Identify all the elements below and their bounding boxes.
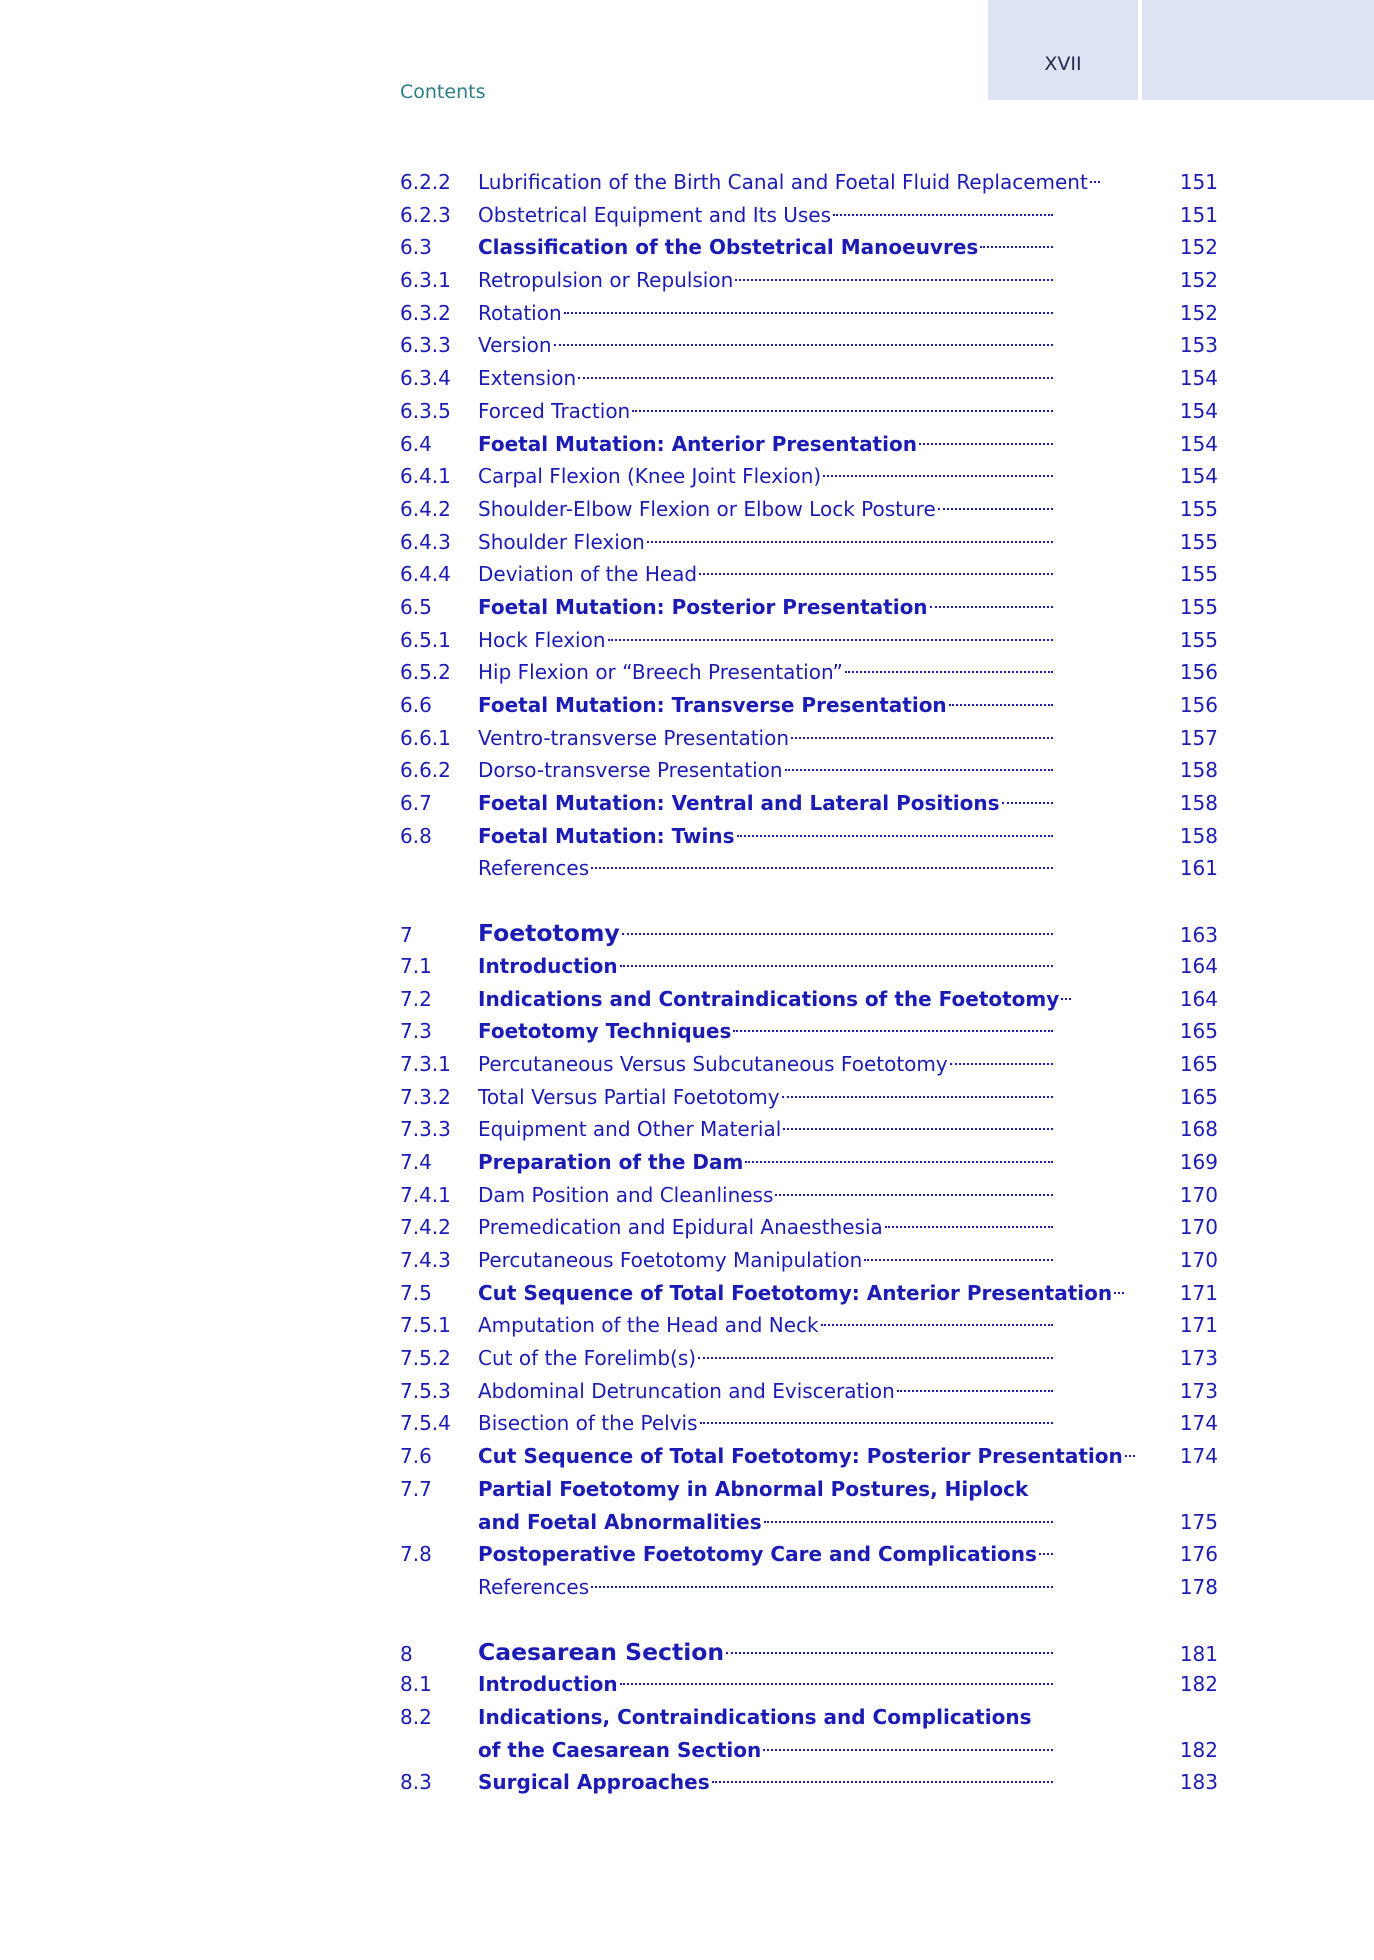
- toc-entry-number: 7.5.2: [400, 1346, 451, 1371]
- toc-entry-leader: [478, 1474, 1053, 1504]
- toc-entry[interactable]: [400, 1441, 1220, 1474]
- toc-entry-number: 6.3: [400, 235, 432, 260]
- toc-entry-leader: [478, 1539, 1053, 1569]
- toc-entry-leader: [478, 167, 1088, 197]
- toc-entry-page: 173: [1179, 1378, 1218, 1403]
- dot-leader: [1125, 1455, 1135, 1457]
- toc-entry[interactable]: [400, 984, 1220, 1017]
- toc-entry[interactable]: [400, 592, 1220, 625]
- dot-leader: [1002, 802, 1053, 804]
- toc-entry-page: 155: [1179, 627, 1218, 652]
- dot-leader: [632, 410, 1053, 412]
- toc-entry[interactable]: [400, 1278, 1220, 1311]
- toc-entry[interactable]: [400, 232, 1220, 265]
- toc-entry-title: Total Versus Partial Foetotomy: [478, 1084, 780, 1109]
- toc-entry-number: 7.4.2: [400, 1215, 451, 1240]
- toc-entry-title: Percutaneous Versus Subcutaneous Foetotomy: [478, 1051, 948, 1076]
- toc-entry-title: Foetal Mutation: Anterior Presentation: [478, 431, 917, 456]
- toc-entry-page: 176: [1179, 1542, 1218, 1567]
- toc-entry[interactable]: [400, 723, 1220, 756]
- toc-entry-title: Version: [478, 333, 552, 358]
- toc-entry-page: 154: [1179, 431, 1218, 456]
- toc-entry[interactable]: [400, 1082, 1220, 1115]
- toc-entry[interactable]: [400, 853, 1220, 886]
- toc-entry-page: 155: [1179, 496, 1218, 521]
- toc-entry-number: 7.4.3: [400, 1248, 451, 1272]
- toc-entry-page: 165: [1179, 1019, 1218, 1044]
- toc-entry-number: 7.4.1: [400, 1182, 451, 1207]
- dot-leader: [735, 279, 1053, 281]
- toc-entry-leader: [478, 1310, 1053, 1340]
- dot-leader: [620, 1683, 1053, 1685]
- toc-entry-title: Partial Foetotomy in Abnormal Postures, Hiplock: [478, 1476, 1029, 1501]
- toc-entry-title: References: [478, 856, 590, 881]
- toc-entry-number: 7.3.3: [400, 1117, 451, 1142]
- toc-entry-number: 7.7: [400, 1476, 432, 1501]
- toc-entry-page: 165: [1179, 1084, 1218, 1109]
- toc-entry-number: 7.5.1: [400, 1313, 451, 1338]
- toc-entry-number: 6.6: [400, 693, 432, 717]
- toc-entry-number: 6.3.4: [400, 366, 451, 391]
- toc-entry-leader: [478, 527, 1053, 557]
- toc-entry-leader: [478, 232, 1053, 262]
- toc-entry[interactable]: [400, 167, 1220, 200]
- toc-entry[interactable]: [400, 1539, 1220, 1572]
- toc-entry-page: 178: [1179, 1574, 1218, 1599]
- toc-entry-title: Rotation: [478, 300, 562, 325]
- toc-entry-title: Foetal Mutation: Transverse Presentation: [478, 693, 947, 717]
- toc-entry[interactable]: [400, 1049, 1220, 1082]
- toc-entry[interactable]: [400, 1702, 1220, 1735]
- toc-entry-title: Equipment and Other Material: [478, 1117, 782, 1142]
- dot-leader: [833, 214, 1053, 216]
- table-of-contents: [400, 167, 1220, 1800]
- toc-entry-title: Preparation of the Dam: [478, 1149, 744, 1174]
- toc-entry-number: 8.2: [400, 1704, 432, 1729]
- toc-entry[interactable]: [400, 200, 1220, 233]
- toc-entry-leader: [478, 1049, 1053, 1079]
- toc-entry-leader: [478, 821, 1053, 851]
- toc-entry-title: Extension: [478, 366, 577, 391]
- toc-entry-title: Cut of the Forelimb(s): [478, 1346, 697, 1371]
- toc-entry[interactable]: [400, 429, 1220, 462]
- toc-entry[interactable]: [400, 657, 1220, 690]
- toc-entry-title: Foetal Mutation: Posterior Presentation: [478, 594, 928, 619]
- dot-leader: [647, 541, 1053, 543]
- toc-entry-number: 6.6.1: [400, 725, 451, 750]
- toc-entry-number: 6.3.3: [400, 333, 451, 358]
- toc-entry-title: Obstetrical Equipment and Its Uses: [478, 202, 831, 227]
- toc-entry-page: 155: [1179, 529, 1218, 554]
- toc-entry-leader: [478, 918, 1053, 948]
- toc-entry-leader: [478, 298, 1053, 328]
- dot-leader: [578, 377, 1053, 379]
- dot-leader: [745, 1161, 1053, 1163]
- toc-entry-title: Ventro-transverse Presentation: [478, 725, 790, 750]
- running-title: Contents: [400, 81, 486, 103]
- toc-entry-number: 6.5.2: [400, 660, 451, 685]
- toc-entry-title: Cut Sequence of Total Foetotomy: Anterior Presentation: [478, 1280, 1113, 1305]
- toc-entry-leader: [478, 755, 1053, 785]
- dot-leader: [737, 835, 1053, 837]
- toc-entry-leader: [478, 984, 1060, 1014]
- toc-entry-page: 171: [1179, 1313, 1218, 1338]
- toc-entry[interactable]: [400, 1343, 1220, 1376]
- header-tab-right: [1142, 0, 1374, 100]
- toc-entry[interactable]: [400, 559, 1220, 592]
- dot-leader: [591, 867, 1053, 869]
- toc-entry-page: 174: [1179, 1444, 1218, 1469]
- toc-entry-number: 6.7: [400, 791, 432, 816]
- dot-leader: [782, 1096, 1053, 1098]
- toc-entry-page: 158: [1179, 758, 1218, 783]
- toc-entry-number: 7.6: [400, 1444, 432, 1469]
- toc-entry-number: 6.3.2: [400, 300, 451, 325]
- toc-entry-page: 170: [1179, 1248, 1218, 1272]
- toc-entry-leader: [478, 853, 1053, 883]
- toc-entry-title: Dam Position and Cleanliness: [478, 1182, 774, 1207]
- dot-leader: [764, 1521, 1053, 1523]
- toc-entry-leader: [478, 951, 1053, 981]
- toc-entry-title: Caesarean Section: [478, 1637, 725, 1666]
- toc-chapter-entry[interactable]: [400, 1637, 1220, 1670]
- page-number: XVII: [1044, 53, 1082, 75]
- toc-entry-page: 157: [1179, 725, 1218, 750]
- dot-leader: [1090, 181, 1100, 183]
- toc-entry-page: 165: [1179, 1051, 1218, 1076]
- toc-entry-leader: [478, 1278, 1113, 1308]
- toc-entry-title: Surgical Approaches: [478, 1770, 710, 1795]
- toc-entry[interactable]: [400, 788, 1220, 821]
- toc-entry-page: 175: [1179, 1509, 1218, 1534]
- toc-entry-number: 7.3.2: [400, 1084, 451, 1109]
- toc-entry[interactable]: [400, 1376, 1220, 1409]
- toc-entry-title: Shoulder-Elbow Flexion or Elbow Lock Posture: [478, 496, 936, 521]
- toc-entry-page: 164: [1179, 953, 1218, 978]
- toc-entry-number: 6.5.1: [400, 627, 451, 652]
- dot-leader: [785, 769, 1053, 771]
- toc-entry-leader: [478, 1376, 1053, 1406]
- dot-leader: [885, 1226, 1053, 1228]
- toc-entry-title: Forced Traction: [478, 398, 631, 423]
- toc-entry[interactable]: [400, 1669, 1220, 1702]
- header-tab-left: [988, 0, 1138, 100]
- toc-entry-title: Shoulder Flexion: [478, 529, 645, 554]
- dot-leader: [938, 508, 1053, 510]
- toc-entry-page: 154: [1179, 366, 1218, 391]
- toc-entry-leader: [478, 1180, 1053, 1210]
- toc-entry-leader: [478, 200, 1053, 230]
- toc-entry-leader: [478, 1016, 1053, 1046]
- toc-entry-leader: [478, 1441, 1123, 1471]
- dot-leader: [698, 1357, 1053, 1359]
- toc-entry-leader: [478, 1147, 1053, 1177]
- toc-entry-leader: [478, 1572, 1053, 1602]
- toc-entry-leader: [478, 396, 1053, 426]
- toc-entry-number: 8.1: [400, 1672, 432, 1697]
- toc-entry[interactable]: [400, 1572, 1220, 1605]
- toc-entry-leader: [478, 1343, 1053, 1373]
- toc-entry-title: Postoperative Foetotomy Care and Complications: [478, 1542, 1037, 1567]
- toc-entry-title: Lubrification of the Birth Canal and Foetal Fluid Replacement: [478, 170, 1088, 194]
- toc-entry[interactable]: [400, 363, 1220, 396]
- toc-entry[interactable]: [400, 1212, 1220, 1245]
- toc-entry-title: Amputation of the Head and Neck: [478, 1313, 819, 1338]
- toc-entry-number: 7.5: [400, 1280, 432, 1305]
- toc-entry-number: 7.5.3: [400, 1378, 451, 1403]
- toc-entry-title: Abdominal Detruncation and Evisceration: [478, 1378, 895, 1403]
- dot-leader: [622, 933, 1053, 935]
- toc-entry-number: 6.4: [400, 431, 432, 456]
- toc-entry-title: Introduction: [478, 1672, 618, 1697]
- toc-entry-page: 153: [1179, 333, 1218, 358]
- toc-entry-title: Carpal Flexion (Knee Joint Flexion): [478, 464, 822, 489]
- dot-leader: [608, 639, 1053, 641]
- toc-entry-page: 158: [1179, 791, 1218, 816]
- toc-entry-leader: [478, 1408, 1053, 1438]
- toc-entry-number: 7.1: [400, 953, 432, 978]
- dot-leader: [712, 1781, 1053, 1783]
- toc-entry-number: 8.3: [400, 1770, 432, 1795]
- toc-entry-leader: [478, 1245, 1053, 1275]
- toc-entry-number: 6.8: [400, 823, 432, 848]
- toc-entry[interactable]: [400, 461, 1220, 494]
- dot-leader: [930, 606, 1053, 608]
- dot-leader: [980, 246, 1053, 248]
- toc-entry-leader: [478, 690, 1053, 720]
- toc-entry-leader: [478, 429, 1053, 459]
- toc-entry-title: of the Caesarean Section: [478, 1737, 762, 1762]
- dot-leader: [591, 1586, 1053, 1588]
- toc-entry-title: Retropulsion or Repulsion: [478, 268, 734, 293]
- toc-entry-leader: [478, 1082, 1053, 1112]
- toc-entry-title: and Foetal Abnormalities: [478, 1509, 762, 1534]
- toc-entry-number: 6.5: [400, 594, 432, 619]
- toc-entry-title: Foetotomy Techniques: [478, 1019, 732, 1044]
- dot-leader: [864, 1259, 1053, 1261]
- toc-entry-number: 7: [400, 923, 413, 948]
- toc-entry-leader: [478, 657, 1053, 687]
- dot-leader: [791, 737, 1053, 739]
- dot-leader: [1061, 998, 1071, 1000]
- toc-entry-title: Premedication and Epidural Anaesthesia: [478, 1215, 883, 1240]
- dot-leader: [699, 573, 1053, 575]
- toc-entry-number: 6.4.2: [400, 496, 451, 521]
- dot-leader: [1039, 1553, 1053, 1555]
- toc-entry-leader: [478, 1507, 1053, 1537]
- toc-entry-number: 7.2: [400, 986, 432, 1011]
- toc-entry-page: 155: [1179, 594, 1218, 619]
- toc-entry-title: Indications, Contraindications and Complications: [478, 1704, 1032, 1729]
- toc-entry-title: Introduction: [478, 953, 618, 978]
- toc-entry-title: Deviation of the Head: [478, 562, 698, 587]
- dot-leader: [783, 1128, 1053, 1130]
- dot-leader: [620, 965, 1053, 967]
- toc-entry-page: 171: [1179, 1280, 1218, 1305]
- toc-entry-page: 152: [1179, 268, 1218, 293]
- toc-entry-title: Hip Flexion or “Breech Presentation”: [478, 660, 843, 685]
- toc-entry-title: Dorso-transverse Presentation: [478, 758, 783, 783]
- toc-entry-title: Bisection of the Pelvis: [478, 1411, 698, 1436]
- toc-entry-title: Foetotomy: [478, 919, 620, 948]
- toc-entry-number: 6.4.1: [400, 464, 451, 489]
- toc-entry[interactable]: [400, 821, 1220, 854]
- toc-entry-number: 7.3: [400, 1019, 432, 1044]
- toc-entry-page: 152: [1179, 300, 1218, 325]
- toc-entry-page: 154: [1179, 464, 1218, 489]
- toc-entry-page: 168: [1179, 1117, 1218, 1142]
- dot-leader: [845, 671, 1053, 673]
- dot-leader: [763, 1749, 1053, 1751]
- dot-leader: [821, 1324, 1053, 1326]
- toc-entry[interactable]: [400, 755, 1220, 788]
- toc-entry-title: Classification of the Obstetrical Manoeuvres: [478, 235, 979, 260]
- dot-leader: [733, 1030, 1053, 1032]
- toc-entry-leader: [478, 1767, 1053, 1797]
- toc-entry-page: 154: [1179, 398, 1218, 423]
- toc-entry[interactable]: [400, 1408, 1220, 1441]
- toc-entry[interactable]: [400, 1310, 1220, 1343]
- toc-entry[interactable]: [400, 625, 1220, 658]
- toc-entry-leader: [478, 559, 1053, 589]
- toc-entry-page: 156: [1179, 693, 1218, 717]
- dot-leader: [950, 1063, 1053, 1065]
- dot-leader: [564, 312, 1053, 314]
- toc-entry-page: 182: [1179, 1672, 1218, 1697]
- toc-entry[interactable]: [400, 1147, 1220, 1180]
- toc-entry-page: 163: [1179, 923, 1218, 948]
- toc-entry-page: 152: [1179, 235, 1218, 260]
- toc-entry[interactable]: [400, 1016, 1220, 1049]
- toc-entry-number: 6.2.2: [400, 170, 451, 194]
- toc-entry-leader: [478, 1114, 1053, 1144]
- toc-entry[interactable]: [400, 1507, 1220, 1540]
- toc-entry-title: References: [478, 1574, 590, 1599]
- toc-entry-number: 7.4: [400, 1149, 432, 1174]
- toc-entry[interactable]: [400, 494, 1220, 527]
- dot-leader: [700, 1422, 1053, 1424]
- toc-entry[interactable]: [400, 1735, 1220, 1768]
- toc-entry-page: 151: [1179, 202, 1218, 227]
- toc-entry[interactable]: [400, 1767, 1220, 1800]
- toc-entry-page: 182: [1179, 1737, 1218, 1762]
- toc-entry-page: 169: [1179, 1149, 1218, 1174]
- toc-entry-number: 6.4.4: [400, 562, 451, 587]
- toc-chapter-entry[interactable]: [400, 918, 1220, 951]
- toc-entry-leader: [478, 494, 1053, 524]
- toc-entry-page: 170: [1179, 1215, 1218, 1240]
- toc-entry-page: 156: [1179, 660, 1218, 685]
- toc-entry-number: 6.3.5: [400, 398, 451, 423]
- dot-leader: [823, 475, 1053, 477]
- dot-leader: [775, 1194, 1053, 1196]
- toc-entry-title: Foetal Mutation: Twins: [478, 823, 735, 848]
- dot-leader: [897, 1390, 1053, 1392]
- toc-entry[interactable]: [400, 1114, 1220, 1147]
- toc-entry-leader: [478, 363, 1053, 393]
- toc-entry-page: 174: [1179, 1411, 1218, 1436]
- toc-entry[interactable]: [400, 298, 1220, 331]
- toc-entry-leader: [478, 625, 1053, 655]
- toc-entry-number: 8: [400, 1641, 413, 1666]
- toc-entry[interactable]: [400, 1245, 1220, 1278]
- toc-entry-leader: [478, 723, 1053, 753]
- toc-entry-page: 170: [1179, 1182, 1218, 1207]
- toc-entry-number: 6.6.2: [400, 758, 451, 783]
- toc-entry-page: 173: [1179, 1346, 1218, 1371]
- toc-entry-page: 164: [1179, 986, 1218, 1011]
- toc-entry-leader: [478, 1702, 1053, 1732]
- toc-entry-page: 158: [1179, 823, 1218, 848]
- toc-entry-page: 183: [1179, 1770, 1218, 1795]
- dot-leader: [949, 704, 1053, 706]
- toc-entry-number: 7.5.4: [400, 1411, 451, 1436]
- toc-entry-title: Foetal Mutation: Ventral and Lateral Positions: [478, 791, 1000, 816]
- toc-entry-page: 151: [1179, 170, 1218, 194]
- toc-entry-leader: [478, 1637, 1053, 1667]
- dot-leader: [1114, 1292, 1124, 1294]
- toc-entry-number: 6.4.3: [400, 529, 451, 554]
- toc-entry-leader: [478, 592, 1053, 622]
- toc-entry[interactable]: [400, 1474, 1220, 1507]
- toc-entry-number: 7.3.1: [400, 1051, 451, 1076]
- toc-entry-title: Indications and Contraindications of the Foetotomy: [478, 986, 1060, 1011]
- toc-entry-title: Cut Sequence of Total Foetotomy: Posterior Presentation: [478, 1444, 1123, 1469]
- dot-leader: [919, 443, 1053, 445]
- toc-entry-leader: [478, 461, 1053, 491]
- toc-entry[interactable]: [400, 330, 1220, 363]
- toc-entry-leader: [478, 265, 1053, 295]
- toc-entry[interactable]: [400, 527, 1220, 560]
- dot-leader: [554, 344, 1053, 346]
- toc-entry[interactable]: [400, 396, 1220, 429]
- toc-entry-page: 181: [1179, 1641, 1218, 1666]
- toc-entry-leader: [478, 1212, 1053, 1242]
- toc-entry-leader: [478, 1735, 1053, 1765]
- toc-entry-number: 7.8: [400, 1542, 432, 1567]
- toc-entry-page: 161: [1179, 856, 1218, 881]
- toc-entry-page: 155: [1179, 562, 1218, 587]
- toc-entry-leader: [478, 1669, 1053, 1699]
- toc-entry-number: 6.2.3: [400, 202, 451, 227]
- toc-entry-leader: [478, 788, 1053, 818]
- toc-entry-title: Hock Flexion: [478, 627, 606, 652]
- toc-entry-leader: [478, 330, 1053, 360]
- toc-entry[interactable]: [400, 951, 1220, 984]
- toc-entry-number: 6.3.1: [400, 268, 451, 293]
- toc-entry[interactable]: [400, 1180, 1220, 1213]
- toc-entry[interactable]: [400, 690, 1220, 723]
- toc-entry-title: Percutaneous Foetotomy Manipulation: [478, 1248, 863, 1272]
- toc-entry[interactable]: [400, 265, 1220, 298]
- dot-leader: [726, 1652, 1053, 1654]
